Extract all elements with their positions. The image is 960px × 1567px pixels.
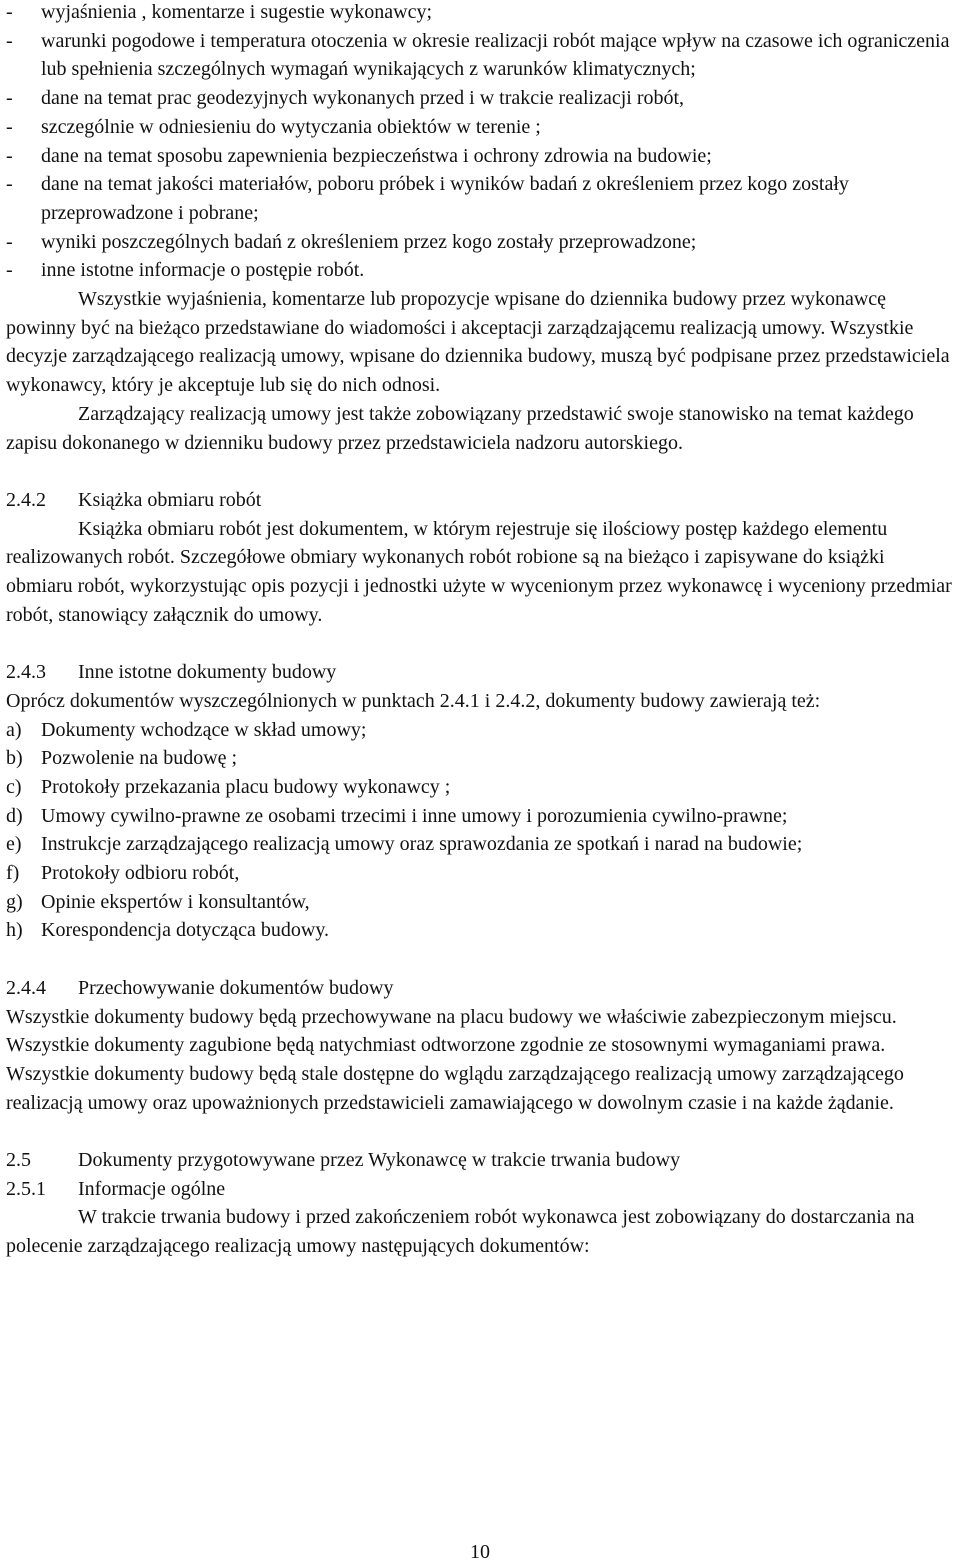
list-item: e) Instrukcje zarządzającego realizacją umowy oraz sprawozdania ze spotkań i narad na budowie; bbox=[6, 830, 956, 859]
paragraph-general-information: W trakcie trwania budowy i przed zakończeniem robót wykonawca jest zobowiązany do dostarczania na polecenie zarządzającego realizacją umowy następujących dokumentów: bbox=[6, 1206, 915, 1258]
paragraph-supervisor-position: Zarządzający realizacją umowy jest także zobowiązany przedstawić swoje stanowisko na temat każdego zapisu dokonanego w dzienniku budowy przez przedstawiciela nadzoru autorskiego. bbox=[6, 402, 914, 454]
section-title: Informacje ogólne bbox=[78, 1177, 226, 1200]
list-marker: b) bbox=[6, 747, 23, 770]
list-marker: g) bbox=[6, 890, 23, 913]
paragraph-other-documents-intro: Oprócz dokumentów wyszczególnionych w punktach 2.4.1 i 2.4.2, dokumenty budowy zawierają też: bbox=[6, 689, 821, 712]
list-marker: e) bbox=[6, 833, 22, 856]
bullet-dash: - bbox=[6, 173, 13, 196]
bullet-dash: - bbox=[6, 230, 13, 253]
paragraph-measurement-book: Książka obmiaru robót jest dokumentem, w którym rejestruje się ilościowy postęp każdego elementu realizowanych robót. Szczegółowe obmiary wykonanych robót robione są na bieżąco i zapisywane do książki obmiaru robót, wykorzystując opis pozycji i jednostki użyte w wycenionym przez wykonawcę i wyceniony przedmiar robót, stanowiący załącznik do umowy. bbox=[6, 517, 952, 626]
section-heading-2-5-1 bbox=[6, 1175, 956, 1204]
list-item: b) Pozwolenie na budowę ; bbox=[6, 744, 956, 773]
bullet-item: - dane na temat prac geodezyjnych wykonanych przed i w trakcie realizacji robót, bbox=[6, 84, 956, 113]
bullet-item: - dane na temat jakości materiałów, poboru próbek i wyników badań z określeniem przez kogo zostały przeprowadzone i pobrane; bbox=[6, 170, 956, 227]
list-marker: c) bbox=[6, 775, 22, 798]
bullet-item: - wyniki poszczególnych badań z określeniem przez kogo zostały przeprowadzone; bbox=[6, 228, 956, 257]
section-heading-2-4-2 bbox=[6, 486, 956, 515]
list-marker: d) bbox=[6, 804, 23, 827]
bullet-item: - dane na temat sposobu zapewnienia bezpieczeństwa i ochrony zdrowia na budowie; bbox=[6, 142, 956, 171]
list-item: d) Umowy cywilno-prawne ze osobami trzecimi i inne umowy i porozumienia cywilno-prawne; bbox=[6, 802, 956, 831]
list-item: c) Protokoły przekazania placu budowy wykonawcy ; bbox=[6, 773, 956, 802]
list-item: h) Korespondencja dotycząca budowy. bbox=[6, 916, 956, 945]
document-page bbox=[6, 0, 956, 1261]
list-item: a) Dokumenty wchodzące w skład umowy; bbox=[6, 716, 956, 745]
section-number: 2.5.1 bbox=[6, 1177, 46, 1200]
section-number: 2.5 bbox=[6, 1149, 31, 1172]
bullet-item: - szczególnie w odniesieniu do wytyczania obiektów w terenie ; bbox=[6, 113, 956, 142]
section-title: Przechowywanie dokumentów budowy bbox=[78, 976, 394, 999]
section-number: 2.4.2 bbox=[6, 488, 46, 511]
list-marker: h) bbox=[6, 919, 23, 942]
bullet-dash: - bbox=[6, 87, 13, 110]
bullet-item: - inne istotne informacje o postępie robót. bbox=[6, 256, 956, 285]
section-title: Książka obmiaru robót bbox=[78, 488, 262, 511]
bullet-dash: - bbox=[6, 115, 13, 138]
paragraph-document-storage: Wszystkie dokumenty budowy będą przechowywane na placu budowy we właściwie zabezpieczonym miejscu. Wszystkie dokumenty zagubione będą natychmiast odtworzone zgodnie ze stosownymi wymaganiami prawa. Wszystkie dokumenty budowy będą stale dostępne do wglądu zarządzającego realizacją umowy zarządzającego realizacją umowy oraz upoważnionych przedstawicieli zamawiającego w dowolnym czasie i na każde żądanie. bbox=[6, 1005, 904, 1114]
list-item: f) Protokoły odbioru robót, bbox=[6, 859, 956, 888]
bullet-item: - warunki pogodowe i temperatura otoczenia w okresie realizacji robót mające wpływ na czasowe ich ograniczenia lub spełnienia szczególnych wymagań wynikających z warunków klimatycznych; bbox=[6, 27, 956, 84]
list-marker: a) bbox=[6, 718, 22, 741]
section-number: 2.4.4 bbox=[6, 976, 46, 999]
section-heading-2-4-3 bbox=[6, 658, 956, 687]
list-marker: f) bbox=[6, 862, 20, 885]
section-heading-2-5 bbox=[6, 1146, 956, 1175]
list-item: g) Opinie ekspertów i konsultantów, bbox=[6, 888, 956, 917]
section-number: 2.4.3 bbox=[6, 661, 46, 684]
section-title: Inne istotne dokumenty budowy bbox=[78, 661, 337, 684]
page-number: 10 bbox=[470, 1541, 490, 1563]
bullet-dash: - bbox=[6, 259, 13, 282]
section-title: Dokumenty przygotowywane przez Wykonawcę w trakcie trwania budowy bbox=[78, 1149, 681, 1172]
bullet-dash: - bbox=[6, 144, 13, 167]
section-heading-2-4-4 bbox=[6, 974, 956, 1003]
bullet-dash: - bbox=[6, 1, 13, 23]
bullet-item: - wyjaśnienia , komentarze i sugestie wykonawcy; bbox=[6, 0, 956, 27]
bullet-dash: - bbox=[6, 29, 13, 52]
paragraph-journal-entries: Wszystkie wyjaśnienia, komentarze lub propozycje wpisane do dziennika budowy przez wykonawcę powinny być na bieżąco przedstawiane do wiadomości i akceptacji zarządzającemu realizacją umowy. Wszystkie decyzje zarządzającego realizacją umowy, wpisane do dziennika budowy, muszą być podpisane przez przedstawiciela wykonawcy, który je akceptuje lub się do nich odnosi. bbox=[6, 288, 950, 397]
